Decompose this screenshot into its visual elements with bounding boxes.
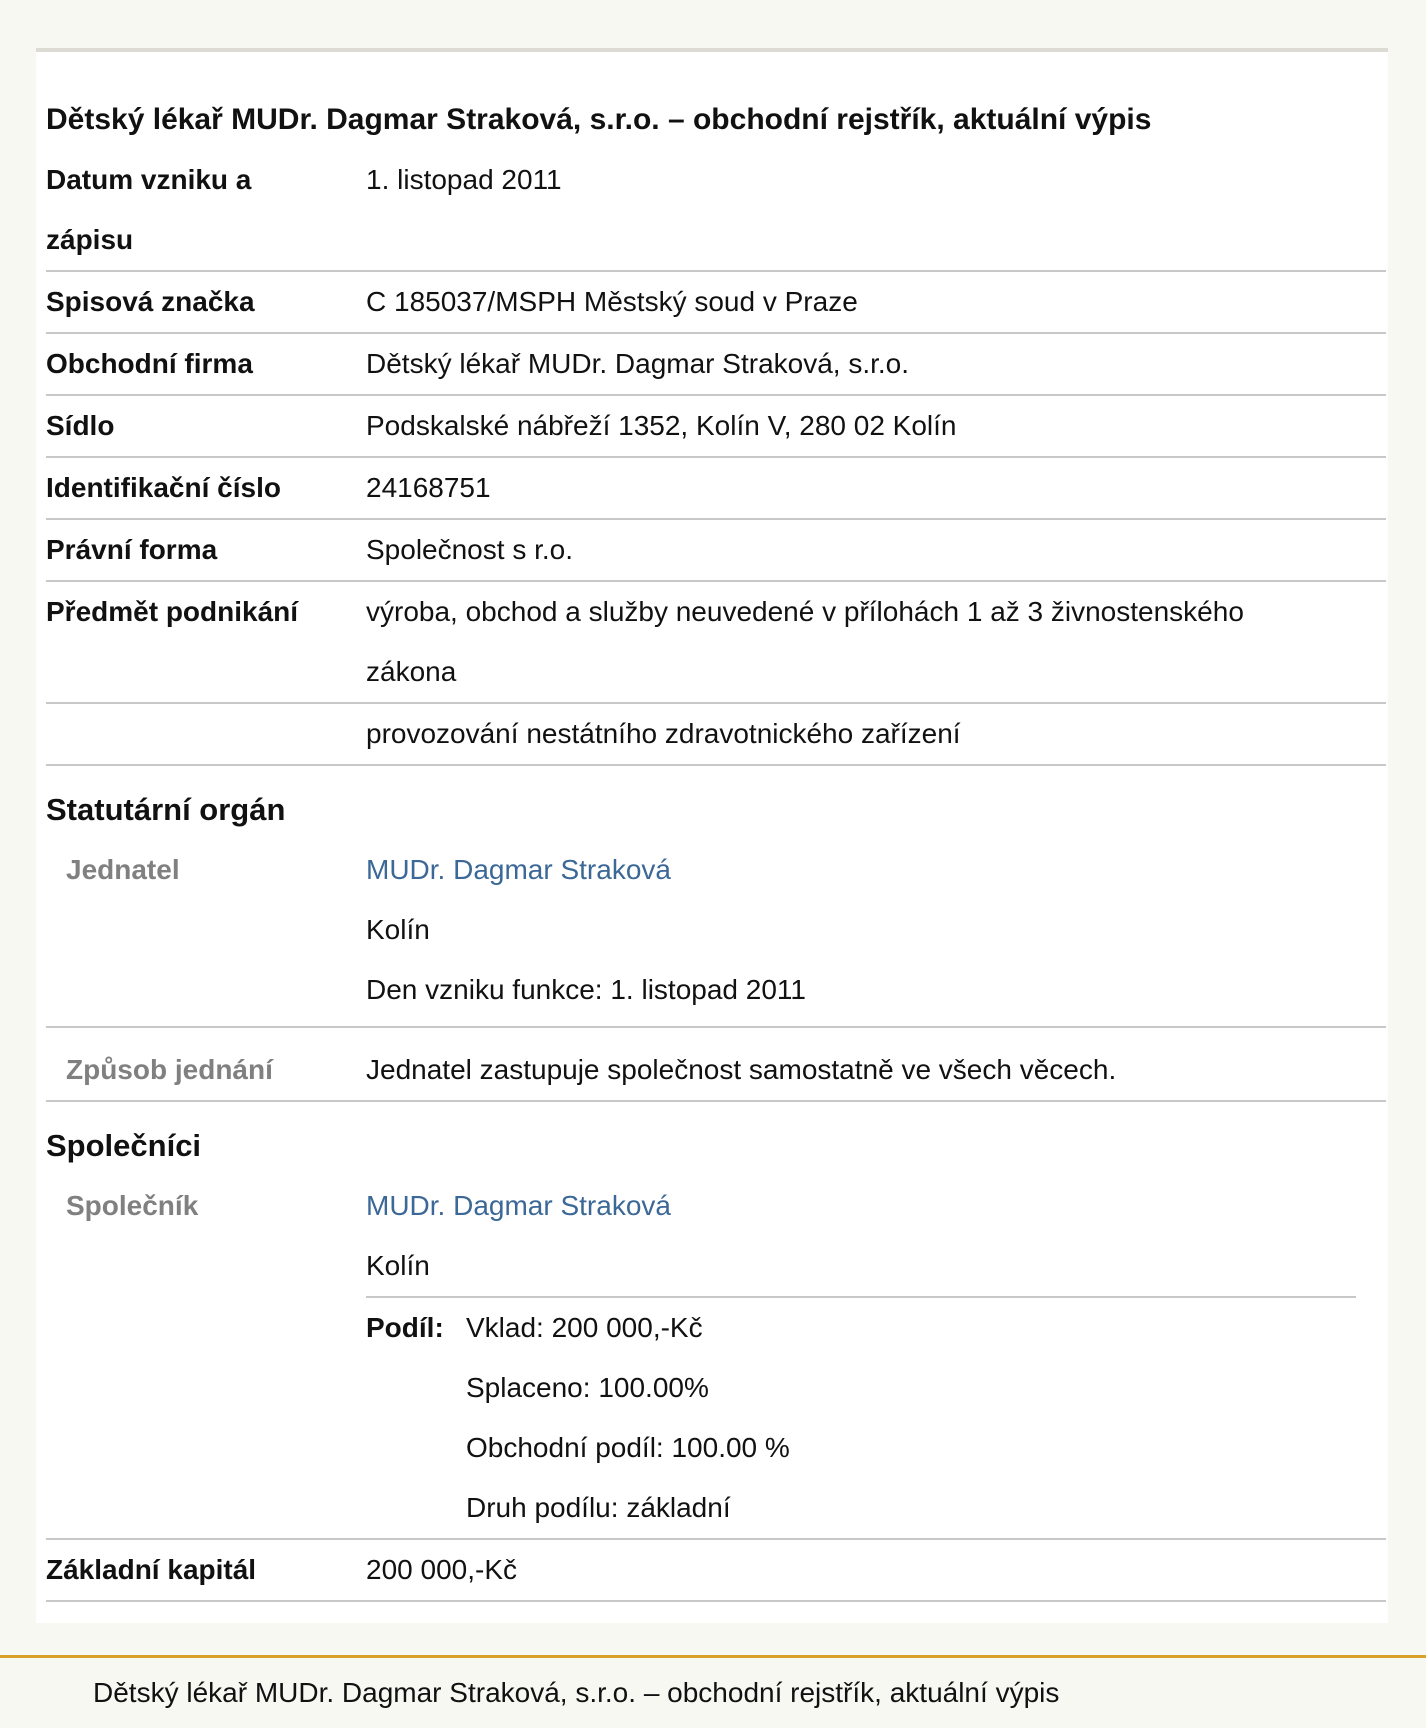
row-predmet-podnikani-2 [46,704,1386,766]
row-label: Identifikační číslo [46,472,281,503]
row-pravni-forma [46,520,1386,582]
row-label: Obchodní firma [46,348,253,379]
row-predmet-podnikani [46,582,1386,704]
row-label: Jednatel [66,854,180,885]
registry-content [46,52,1386,1602]
row-label: Sídlo [46,410,115,441]
row-value: Podskalské nábřeží 1352, Kolín V, 280 02 Kolín [366,410,957,441]
registry-card [36,52,1388,1623]
row-value: C 185037/MSPH Městský soud v Praze [366,286,858,317]
jednatel-city: Kolín [366,914,430,945]
row-obchodni-firma [46,334,1386,396]
row-label: Spisová značka [46,286,255,317]
podil-lines [466,1298,1356,1538]
row-value: Dětský lékař MUDr. Dagmar Straková, s.r.o. [366,348,910,379]
row-spolecnik [46,1176,1386,1540]
row-label-empty [46,704,366,764]
row-value [366,1176,1386,1538]
row-jednatel [46,840,1386,1028]
row-value [366,840,1386,1026]
row-label: Předmět podnikání [46,596,299,627]
row-sidlo [46,396,1386,458]
spolecnik-name-link[interactable]: MUDr. Dagmar Straková [366,1190,671,1221]
podil-obchodni: Obchodní podíl: 100.00 % [466,1432,790,1463]
spolecnik-city: Kolín [366,1250,430,1281]
row-label: Datum vzniku a zápisu [46,164,252,255]
podil-label: Podíl: [366,1312,444,1343]
row-datum-vzniku [46,150,1386,272]
row-value: provozování nestátního zdravotnického zařízení [366,718,961,749]
row-label: Společník [66,1190,199,1221]
row-label: Právní forma [46,534,218,565]
jednatel-name-link[interactable]: MUDr. Dagmar Straková [366,854,671,885]
row-zakladni-kapital [46,1540,1386,1602]
row-label: Způsob jednání [66,1054,273,1085]
row-value: Jednatel zastupuje společnost samostatně ve všech věcech. [366,1054,1117,1085]
podil-vklad: Vklad: 200 000,-Kč [466,1312,703,1343]
row-spisova-znacka [46,272,1386,334]
section-spolecnici: Společníci [46,1128,202,1163]
row-zpusob-jednani [46,1028,1386,1102]
podil-block [366,1296,1356,1538]
row-value: Společnost s r.o. [366,534,574,565]
row-value: 24168751 [366,472,491,503]
footer-title: Dětský lékař MUDr. Dagmar Straková, s.r.o. – obchodní rejstřík, aktuální výpis [93,1677,1060,1708]
jednatel-since: Den vzniku funkce: 1. listopad 2011 [366,974,806,1005]
footer-divider [0,1655,1426,1658]
row-value: 1. listopad 2011 [366,164,562,195]
section-statutarni-organ: Statutární orgán [46,792,286,827]
row-ico [46,458,1386,520]
row-label: Základní kapitál [46,1554,257,1585]
row-value: výroba, obchod a služby neuvedené v přílohách 1 až 3 živnostenského zákona [366,596,1244,687]
podil-druh: Druh podílu: základní [466,1492,731,1523]
page-title: Dětský lékař MUDr. Dagmar Straková, s.r.o. – obchodní rejstřík, aktuální výpis [46,103,1152,136]
row-value: 200 000,-Kč [366,1554,517,1585]
podil-splaceno: Splaceno: 100.00% [466,1372,709,1403]
